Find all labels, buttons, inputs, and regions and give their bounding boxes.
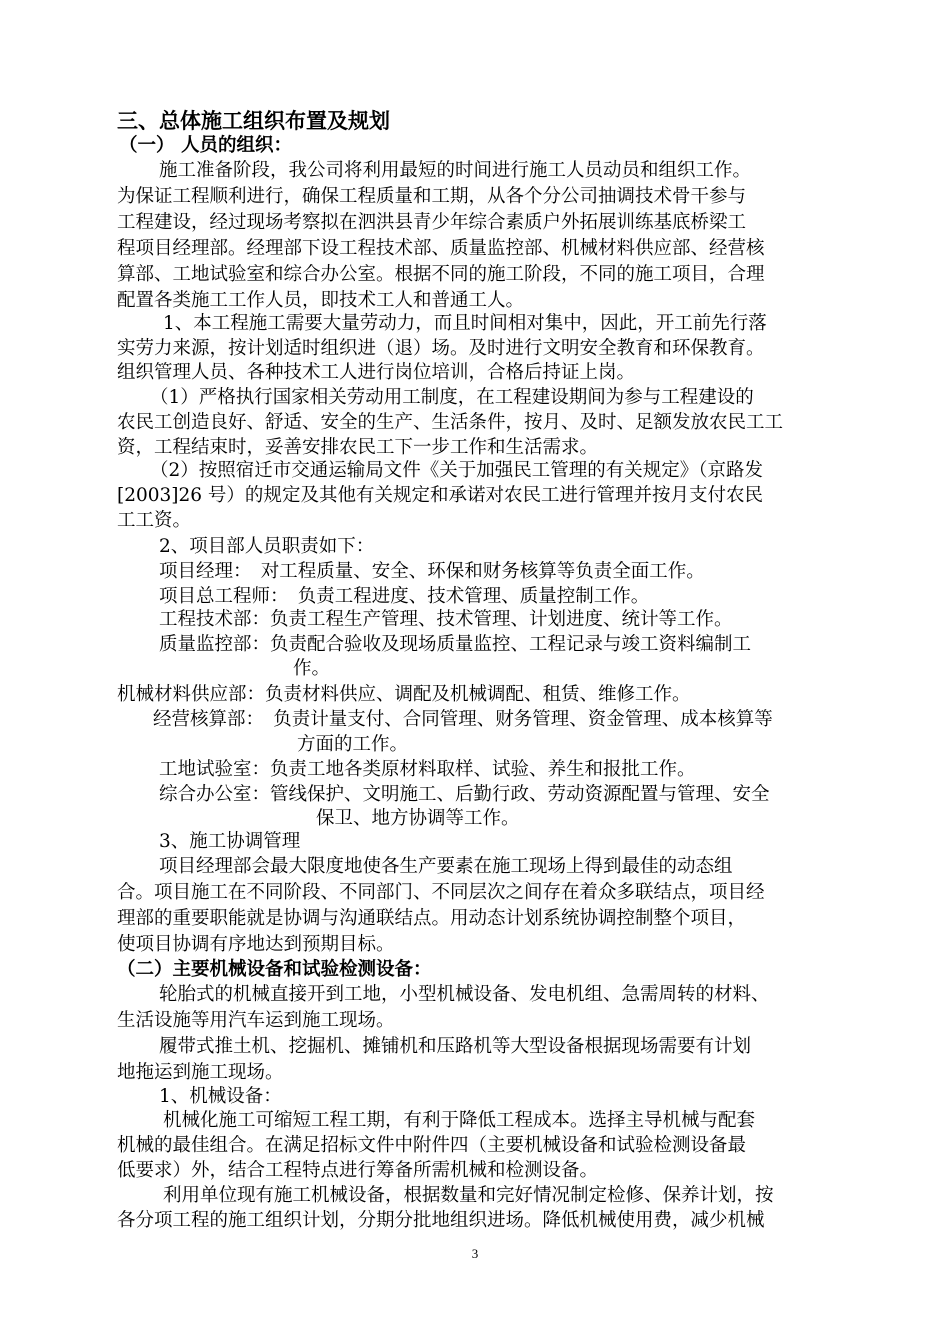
paragraph-line: 工工资。 [117,510,192,531]
duty-line: 保卫、地方协调等工作。 [316,808,520,829]
paragraph-line: 农民工创造良好、舒适、安全的生产、生活条件，按月、及时、足额发放农民工工 [117,412,784,433]
item-title: 3、施工协调管理 [159,831,301,852]
subsection-title-personnel: （一） 人员的组织： [119,135,292,156]
paragraph-line: 生活设施等用汽车运到施工现场。 [117,1010,395,1031]
paragraph-line: 1、本工程施工需要大量劳动力，而且时间相对集中，因此，开工前先行落 [163,313,767,334]
paragraph-line: 地拖运到施工现场。 [117,1062,284,1083]
duty-line: 工程技术部：负责工程生产管理、技术管理、计划进度、统计等工作。 [159,609,733,630]
duty-line: 工地试验室：负责工地各类原材料取样、试验、养生和报批工作。 [159,759,696,780]
paragraph-line: 组织管理人员、各种技术工人进行岗位培训，合格后持证上岗。 [117,362,636,383]
duty-line: 综合办公室：管线保护、文明施工、后勤行政、劳动资源配置与管理、安全 [159,784,770,805]
paragraph-line: 机械的最佳组合。在满足招标文件中附件四（主要机械设备和试验检测设备最 [117,1135,747,1156]
item-title: 1、机械设备： [159,1086,282,1107]
duty-line: 项目总工程师： 负责工程进度、技术管理、质量控制工作。 [159,586,650,607]
paragraph-line: 利用单位现有施工机械设备，根据数量和完好情况制定检修、保养计划，按 [163,1185,774,1206]
paragraph-line: （2）按照宿迁市交通运输局文件《关于加强民工管理的有关规定》（京路发 [150,460,764,481]
paragraph-line: 资，工程结束时，妥善安排农民工下一步工作和生活需求。 [117,437,599,458]
paragraph-line: 项目经理部会最大限度地使各生产要素在施工现场上得到最佳的动态组 [159,856,733,877]
paragraph-line: 工程建设，经过现场考察拟在泗洪县青少年综合素质户外拓展训练基底桥梁工 [117,212,747,233]
paragraph-line: 各分项工程的施工组织计划，分期分批地组织进场。降低机械使用费，减少机械 [117,1210,765,1231]
paragraph-line: 配置各类施工工作人员，即技术工人和普通工人。 [117,290,525,311]
paragraph-line: 履带式推土机、挖掘机、摊铺机和压路机等大型设备根据现场需要有计划 [159,1036,752,1057]
paragraph-line: 轮胎式的机械直接开到工地，小型机械设备、发电机组、急需周转的材料、 [159,984,770,1005]
paragraph-line: 机械化施工可缩短工程工期，有利于降低工程成本。选择主导机械与配套 [163,1110,756,1131]
paragraph-line: 程项目经理部。经理部下设工程技术部、质量监控部、机械材料供应部、经营核 [117,238,765,259]
duty-line: 经营核算部： 负责计量支付、合同管理、财务管理、资金管理、成本核算等 [153,709,773,730]
paragraph-line: [2003]26 号）的规定及其他有关规定和承诺对农民工进行管理并按月支付农民 [117,485,763,506]
paragraph-line: 合。项目施工在不同阶段、不同部门、不同层次之间存在着众多联结点，项目经 [117,882,765,903]
duty-line: 机械材料供应部：负责材料供应、调配及机械调配、租赁、维修工作。 [117,684,691,705]
duty-line: 作。 [293,658,331,679]
paragraph-line: 施工准备阶段，我公司将利用最短的时间进行施工人员动员和组织工作。 [159,160,752,181]
section-heading: 三、总体施工组织布置及规划 [117,108,390,133]
duty-line: 项目经理： 对工程质量、安全、环保和财务核算等负责全面工作。 [159,561,705,582]
paragraph-line: 低要求）外，结合工程特点进行筹备所需机械和检测设备。 [117,1160,599,1181]
paragraph-line: 理部的重要职能就是协调与沟通联结点。用动态计划系统协调控制整个项目， [117,908,747,929]
duty-line: 方面的工作。 [297,734,409,755]
page-number: 3 [471,1246,479,1261]
paragraph-line: 为保证工程顺利进行，确保工程质量和工期，从各个分公司抽调技术骨干参与 [117,186,747,207]
duty-line: 质量监控部：负责配合验收及现场质量监控、工程记录与竣工资料编制工 [159,634,752,655]
paragraph-line: 实劳力来源，按计划适时组织进（退）场。及时进行文明安全教育和环保教育。 [117,338,765,359]
paragraph-line: （1）严格执行国家相关劳动用工制度，在工程建设期间为参与工程建设的 [150,387,754,408]
paragraph-line: 算部、工地试验室和综合办公室。根据不同的施工阶段，不同的施工项目，合理 [117,264,765,285]
subsection-title-equipment: （二）主要机械设备和试验检测设备： [117,959,432,980]
item-title: 2、项目部人员职责如下： [159,536,375,557]
paragraph-line: 使项目协调有序地达到预期目标。 [117,934,395,955]
